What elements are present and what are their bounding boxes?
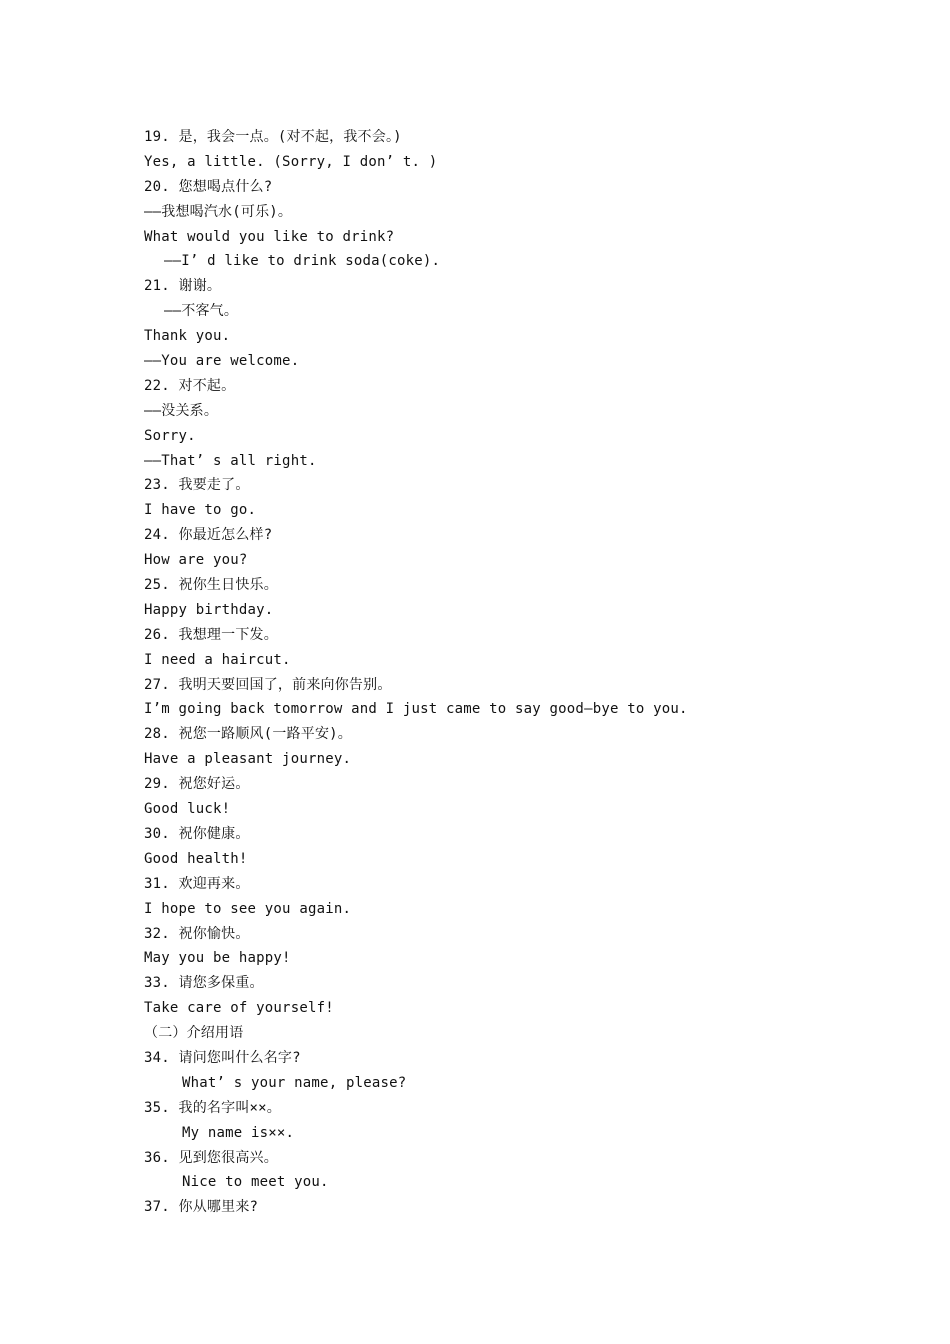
text-line: 35. 我的名字叫××。 [144,1099,281,1116]
text-line: 19. 是，我会一点。(对不起，我不会。) [144,129,402,145]
text-line: 22. 对不起。 [144,377,236,394]
text-line: 32. 祝你愉快。 [144,925,250,942]
text-line: Yes, a little. (Sorry, I don’ t. ) [144,153,438,170]
text-line: I have to go. [144,502,257,519]
text-line: Sorry. [144,427,196,444]
text-line: What’ s your name, please? [182,1074,407,1091]
text-line: 29. 祝您好运。 [144,776,250,793]
text-line: 37. 你从哪里来? [144,1199,259,1216]
text-line: My name is××. [182,1124,295,1141]
text-line: 36. 见到您很高兴。 [144,1149,278,1166]
text-line: 25. 祝你生日快乐。 [144,577,278,594]
text-line: What would you like to drink? [144,228,395,245]
document-body [144,125,844,1220]
text-line: Good health! [144,850,248,867]
text-line: Take care of yourself! [144,1000,334,1017]
text-line: ——我想喝汽水(可乐)。 [144,203,293,220]
text-line: Good luck! [144,801,231,818]
text-line: 26. 我想理一下发。 [144,626,278,643]
text-line: 30. 祝你健康。 [144,825,250,842]
text-line: 34. 请问您叫什么名字? [144,1049,301,1066]
text-line: （二）介绍用语 [144,1025,244,1042]
text-line: May you be happy! [144,950,291,967]
text-line: ——You are welcome. [144,353,300,370]
text-line: Nice to meet you. [182,1174,329,1191]
text-line: ——That’ s all right. [144,452,317,469]
text-line: 33. 请您多保重。 [144,975,264,992]
text-line: Thank you. [144,328,231,345]
text-line: How are you? [144,552,248,569]
text-line: 28. 祝您一路顺风(一路平安)。 [144,726,352,743]
text-line: I hope to see you again. [144,900,352,917]
text-line: ——没关系。 [144,402,219,419]
text-line: Have a pleasant journey. [144,751,352,768]
text-line: 24. 你最近怎么样? [144,527,273,544]
text-line: 27. 我明天要回国了，前来向你告别。 [144,676,392,693]
text-line: 20. 您想喝点什么? [144,178,273,195]
text-line: ——I’ d like to drink soda(coke). [164,253,441,270]
text-line: Happy birthday. [144,601,274,618]
text-line: 23. 我要走了。 [144,477,250,494]
text-line: I need a haircut. [144,651,291,668]
text-line: I’m going back tomorrow and I just came to say good—bye to you. [144,701,688,718]
text-line: 31. 欢迎再来。 [144,875,250,892]
text-line: 21. 谢谢。 [144,278,222,295]
text-line: ——不客气。 [164,303,239,320]
